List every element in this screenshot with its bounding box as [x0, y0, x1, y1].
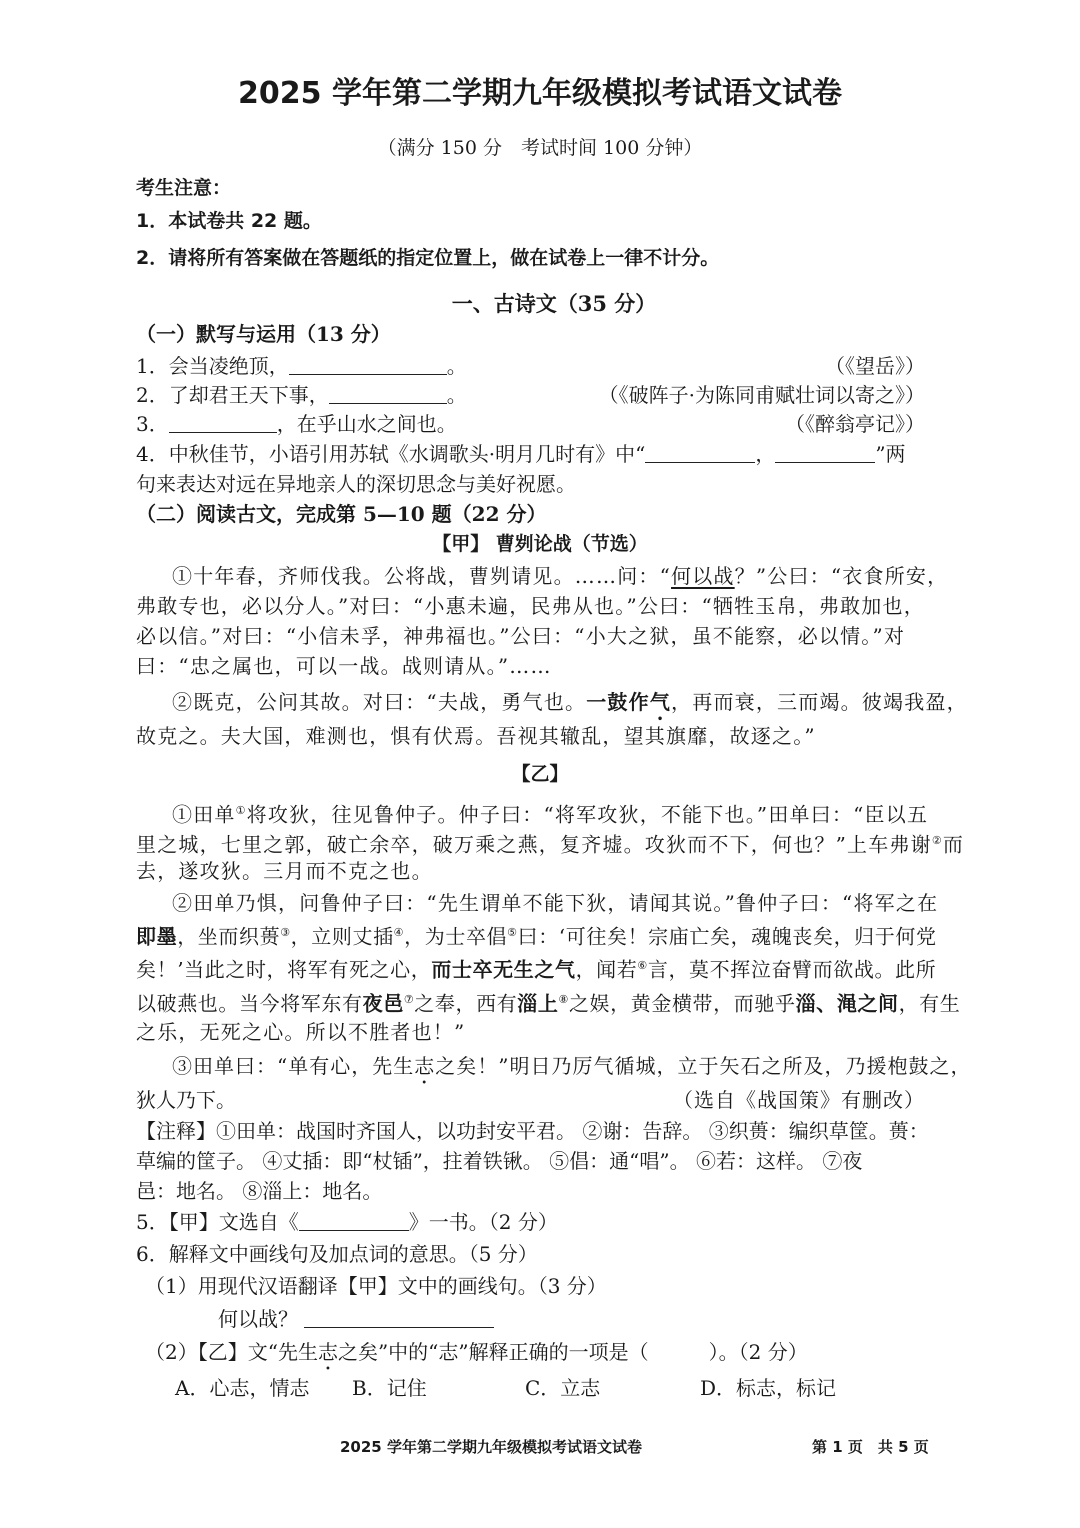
- q2-answer-blank[interactable]: [329, 383, 447, 404]
- place-jimo: 即墨: [136, 924, 178, 949]
- q6-sub1-answer-blank[interactable]: [304, 1307, 494, 1328]
- q1-source: （《望岳》）: [825, 354, 925, 378]
- yi-p2-line3: [136, 952, 936, 984]
- question-1: [136, 352, 467, 380]
- q6-sub1-prompt: 何以战？: [218, 1307, 298, 1331]
- jia-p1-line1: [172, 562, 948, 590]
- footnote-mark-7: ⑦: [403, 993, 415, 1006]
- jia-p1-line2: 弗敢专也，必以分人。”对曰：“小惠未遍，民弗从也。”公曰：“牺牲玉帛，弗敢加也，: [136, 594, 925, 618]
- notes-line3: 邑：地名。 ⑧淄上：地名。: [136, 1179, 383, 1203]
- yi-p2-line3-c: ，闻若: [575, 957, 638, 982]
- yi-p2-line4-g: ，有生: [898, 991, 961, 1016]
- footer-page-number: 第 1 页 共 5 页: [812, 1438, 929, 1456]
- yi-p2-line2-e: 曰：‘可往矣！宗庙亡矣，魂魄丧矣，归于何党: [517, 924, 937, 949]
- notice-item-2: 2．请将所有答案做在答题纸的指定位置上，做在试卷上一律不计分。: [136, 247, 720, 269]
- place-yeyi: 夜邑: [362, 991, 404, 1016]
- notice-item-1: 1．本试卷共 22 题。: [136, 210, 322, 232]
- yi-p1-line3: 去，遂攻狄。三月而不克之也。: [136, 859, 433, 883]
- jia-p1-line4: 曰：“忠之属也，可以一战。战则请从。”……: [136, 654, 552, 678]
- jia-p2-line1: [172, 688, 968, 725]
- footnote-mark-3: ③: [280, 926, 291, 939]
- q6-sub2-dotted-word: 志: [317, 1340, 338, 1364]
- q4-text: 4．中秋佳节，小语引用苏轼《水调歌头·明月几时有》中“: [136, 442, 646, 466]
- q6-sub2-a: （2）【乙】文“先生: [145, 1340, 318, 1364]
- yi-p1-line1-b: 将攻狄，往见鲁仲子。仲子曰：“将军攻狄，不能下也。”田单曰：“臣以五: [246, 802, 929, 827]
- q5-answer-blank[interactable]: [299, 1210, 409, 1231]
- footnote-mark-8: ⑧: [558, 993, 569, 1006]
- yi-p3-line1-b: 之矣！”明日乃厉气循城，立于矢石之所及，乃援枹鼓之，: [435, 1054, 972, 1078]
- footer-title: 2025 学年第二学期九年级模拟考试语文试卷: [340, 1438, 642, 1456]
- exam-title: 2025 学年第二学期九年级模拟考试语文试卷: [238, 76, 842, 111]
- q4-answer-blank-2[interactable]: [775, 442, 875, 463]
- yi-p1-line2-b: 而: [942, 832, 965, 857]
- q3-number: 3．: [136, 412, 169, 436]
- yi-p2-line2-b: ，坐而织蒉: [177, 924, 281, 949]
- q6-sub1-answer-line: [218, 1305, 494, 1333]
- yi-p2-line3-d: 言，莫不挥泣奋臂而欲战。此所: [647, 957, 937, 982]
- yi-p2-line4-c: 之奉，西有: [414, 991, 518, 1016]
- part1-title: （一）默写与运用（13 分）: [136, 322, 391, 346]
- question-4: [136, 440, 906, 468]
- passage-yi-title: 【乙】: [511, 763, 569, 785]
- yi-p2-line2-d: ，为士卒倡: [404, 924, 508, 949]
- question-5: [136, 1208, 558, 1236]
- place-zishang: 淄上: [517, 991, 559, 1016]
- part2-title: （二）阅读古文，完成第 5—10 题（22 分）: [136, 502, 547, 526]
- notes-line2: 草编的筐子。 ④丈插：即“杖锸”，拄着铁锹。 ⑤倡：通“唱”。 ⑥若：这样。 ⑦夜: [136, 1149, 863, 1173]
- q1-end: 。: [446, 354, 467, 378]
- q5-text: 5．【甲】文选自《: [136, 1210, 299, 1234]
- question-6-sub1: （1）用现代汉语翻译【甲】文中的画线句。（3 分）: [145, 1274, 607, 1298]
- notes-line1: 【注释】①田单：战国时齐国人，以功封安平君。 ②谢：告辞。 ③织蒉：编织草筐。蒉：: [136, 1119, 929, 1143]
- yi-source: （选自《战国策》有删改）: [673, 1088, 925, 1112]
- q5-end: 》一书。（2 分）: [408, 1210, 558, 1234]
- footnote-mark-2: ②: [931, 834, 943, 847]
- q3-source: （《醉翁亭记》）: [785, 412, 925, 436]
- q3-answer-blank[interactable]: [169, 412, 277, 433]
- question-2: [136, 381, 467, 409]
- q4-end: ”两: [875, 442, 906, 466]
- q1-answer-blank[interactable]: [289, 354, 447, 375]
- yi-p2-line2-c: ，立则丈插: [290, 924, 394, 949]
- yi-p2-line1: ②田单乃惧，问鲁仲子曰：“先生谓单不能下狄，请闻其说。”鲁仲子曰：“将军之在: [172, 891, 939, 915]
- q3-text: ，在乎山水之间也。: [276, 412, 457, 436]
- q6-sub2-b: 之矣”中的“志”解释正确的一项是（ ）。（2 分）: [337, 1340, 808, 1364]
- q2-text: 2．了却君王天下事，: [136, 383, 329, 407]
- exam-subtitle: （满分 150 分 考试时间 100 分钟）: [377, 137, 703, 159]
- yi-p1-line2-a: 里之城，七里之郭，破亡余卒，破万乘之燕，复齐墟。攻狄而不下，何也？”上车弗谢: [136, 832, 932, 857]
- footnote-mark-5: ⑤: [507, 926, 518, 939]
- section1-title: 一、古诗文（35 分）: [451, 291, 657, 316]
- place-zi-mian: 淄、渑之间: [795, 991, 899, 1016]
- yi-p1-line1-a: ①田单: [172, 802, 236, 827]
- question-6-sub2: [145, 1338, 808, 1375]
- jia-p1-line1-a: ①十年春，齐师伐我。公将战，曹刿请见。……问：“: [172, 564, 672, 588]
- yi-p2-line2: [136, 919, 937, 951]
- notice-heading: 考生注意：: [136, 177, 232, 199]
- yi-dotted-word: 志: [414, 1054, 436, 1078]
- q2-source: （《破阵子·为陈同甫赋壮词以寄之》）: [598, 383, 925, 407]
- yi-p1-line2: [136, 827, 964, 859]
- jia-p1-line3: 必以信。”对曰：“小信未孚，神弗福也。”公曰：“小大之狱，虽不能察，必以情。”对: [136, 624, 906, 648]
- yi-p3-line2: 狄人乃下。: [136, 1088, 236, 1112]
- jia-dotted-word: 气: [649, 690, 672, 714]
- yi-p2-line5: 之乐，无死之心。所以不胜者也！”: [136, 1020, 466, 1044]
- yi-p3-line1-a: ③田单曰：“单有心，先生: [172, 1054, 415, 1078]
- q6-option-a[interactable]: A．心志，情志: [175, 1376, 310, 1400]
- jia-bold-phrase: 一鼓作: [586, 690, 650, 714]
- footnote-mark-4: ④: [393, 926, 405, 939]
- q6-option-c[interactable]: C．立志: [525, 1376, 601, 1400]
- yi-p2-line4: [136, 986, 960, 1018]
- q1-text: 1．会当凌绝顶，: [136, 354, 289, 378]
- q6-option-d[interactable]: D．标志，标记: [700, 1376, 837, 1400]
- yi-p3-line1: [172, 1052, 971, 1089]
- passage-jia-title: 【甲】 曹刿论战（节选）: [432, 533, 648, 555]
- yi-p2-line4-e: 之娱，黄金横带，而驰乎: [568, 991, 796, 1016]
- question-6-stem: 6．解释文中画线句及加点词的意思。（5 分）: [136, 1242, 538, 1266]
- jia-p1-line1-b: ？”公曰：“衣食所安，: [734, 564, 949, 588]
- yi-p1-line1: [172, 797, 928, 829]
- q4-line2: 句来表达对远在异地亲人的深切思念与美好祝愿。: [136, 472, 576, 496]
- q4-comma: ，: [755, 442, 776, 466]
- jia-underlined-sentence: 何以战: [671, 564, 735, 588]
- question-3: [136, 410, 457, 438]
- footnote-mark-6: ⑥: [637, 959, 648, 972]
- jia-p2-line1-a: ②既克，公问其故。对曰：“夫战，勇气也。: [172, 690, 587, 714]
- yi-bold-phrase: 而士卒无生之气: [431, 957, 576, 982]
- q6-option-b[interactable]: B．记住: [352, 1376, 427, 1400]
- q2-end: 。: [446, 383, 467, 407]
- yi-p2-line3-a: 矣！’当此之时，将军有死之心，: [136, 957, 432, 982]
- jia-p2-line2: 故克之。夫大国，难测也，惧有伏焉。吾视其辙乱，望其旗靡，故逐之。”: [136, 724, 816, 748]
- jia-p2-line1-c: ，再而衰，三而竭。彼竭我盈，: [671, 690, 968, 714]
- yi-p2-line4-a: 以破燕也。当今将军东有: [136, 991, 363, 1016]
- footnote-mark-1: ①: [235, 804, 247, 817]
- q4-answer-blank-1[interactable]: [645, 442, 755, 463]
